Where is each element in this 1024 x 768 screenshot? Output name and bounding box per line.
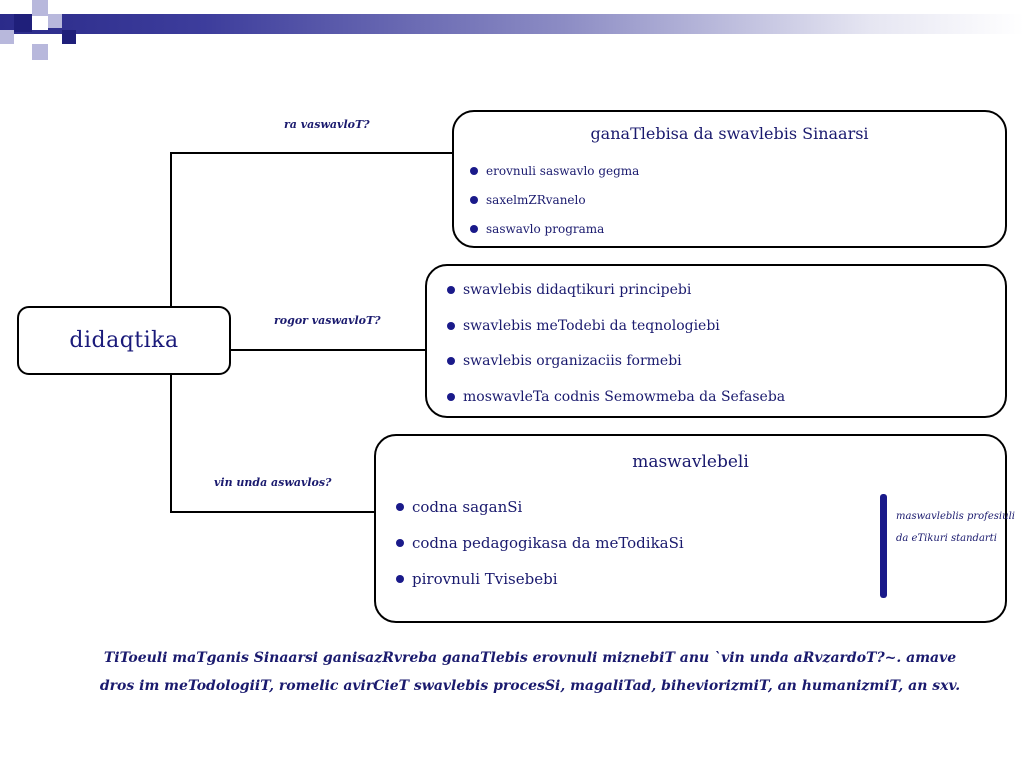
header-square-dark-2 — [62, 30, 76, 44]
list-item-label: moswavleTa codnis Semowmeba da Sefaseba — [463, 388, 786, 405]
bullet-icon — [470, 196, 478, 204]
bullet-icon — [396, 539, 404, 547]
teacher-list — [396, 498, 684, 606]
bullet-icon — [470, 225, 478, 233]
list-item-label: codna pedagogikasa da meTodikaSi — [412, 534, 684, 552]
list-item — [396, 498, 684, 534]
list-item — [396, 570, 684, 606]
header-square-white-1 — [32, 16, 48, 30]
footer-text: TiToeuli maTganis Sinaarsi ganisazRvreba ganaTlebis erovnuli miznebiT anu `vin unda aRvzardoT?~. amave dros im meTodologiiT, romelic avirCieT swavlebis procesSi, magaliTad, biheviorizmiT, an humanizmiT, an sxv. — [99, 650, 961, 694]
header-square-dark-1 — [14, 14, 32, 32]
bullet-icon — [447, 357, 455, 365]
edge-label-middle: rogor vaswavloT? — [274, 314, 381, 327]
bullet-icon — [470, 167, 478, 175]
teacher-box-title: maswavlebeli — [632, 452, 749, 472]
connector-bottom — [170, 511, 374, 513]
edge-label-bottom: vin unda aswavlos? — [214, 476, 332, 489]
list-item-label: swavlebis organizaciis formebi — [463, 353, 682, 369]
root-label: didaqtika — [69, 328, 179, 353]
bullet-icon — [447, 393, 455, 401]
list-item — [447, 389, 785, 425]
list-item-label: saswavlo programa — [486, 222, 605, 236]
list-item — [470, 193, 639, 222]
bullet-icon — [396, 503, 404, 511]
connector-middle — [231, 349, 425, 351]
header-gradient-bar — [0, 14, 1024, 34]
header-square-light-1 — [32, 0, 48, 16]
list-item-label: swavlebis didaqtikuri principebi — [463, 282, 692, 298]
list-item — [447, 318, 785, 354]
content-box-title: ganaTlebisa da swavlebis Sinaarsi — [590, 124, 869, 143]
edge-label-top: ra vaswavloT? — [284, 118, 370, 131]
list-item — [447, 282, 785, 318]
connector-top — [170, 152, 452, 154]
bracket-bar — [880, 494, 887, 598]
list-item-label: codna saganSi — [412, 498, 523, 516]
list-item-label: saxelmZRvanelo — [486, 193, 586, 207]
root-node — [17, 306, 231, 375]
bullet-icon — [396, 575, 404, 583]
list-item — [470, 164, 639, 193]
methods-box — [425, 264, 1007, 418]
list-item — [470, 222, 639, 251]
bullet-icon — [447, 322, 455, 330]
list-item — [447, 353, 785, 389]
content-list — [470, 164, 639, 251]
list-item — [396, 534, 684, 570]
header-square-light-3 — [32, 44, 48, 60]
list-item-label: swavlebis meTodebi da teqnologiebi — [463, 317, 720, 334]
list-item-label: erovnuli saswavlo gegma — [486, 164, 640, 178]
list-item-label: pirovnuli Tvisebebi — [412, 570, 558, 588]
content-box — [452, 110, 1007, 248]
header-square-light-2 — [48, 14, 62, 28]
header-square-light-4 — [0, 30, 14, 44]
standards-note: maswavleblis profesiuli da eTikuri standarti — [896, 511, 1015, 544]
bullet-icon — [447, 286, 455, 294]
methods-list — [447, 282, 785, 424]
